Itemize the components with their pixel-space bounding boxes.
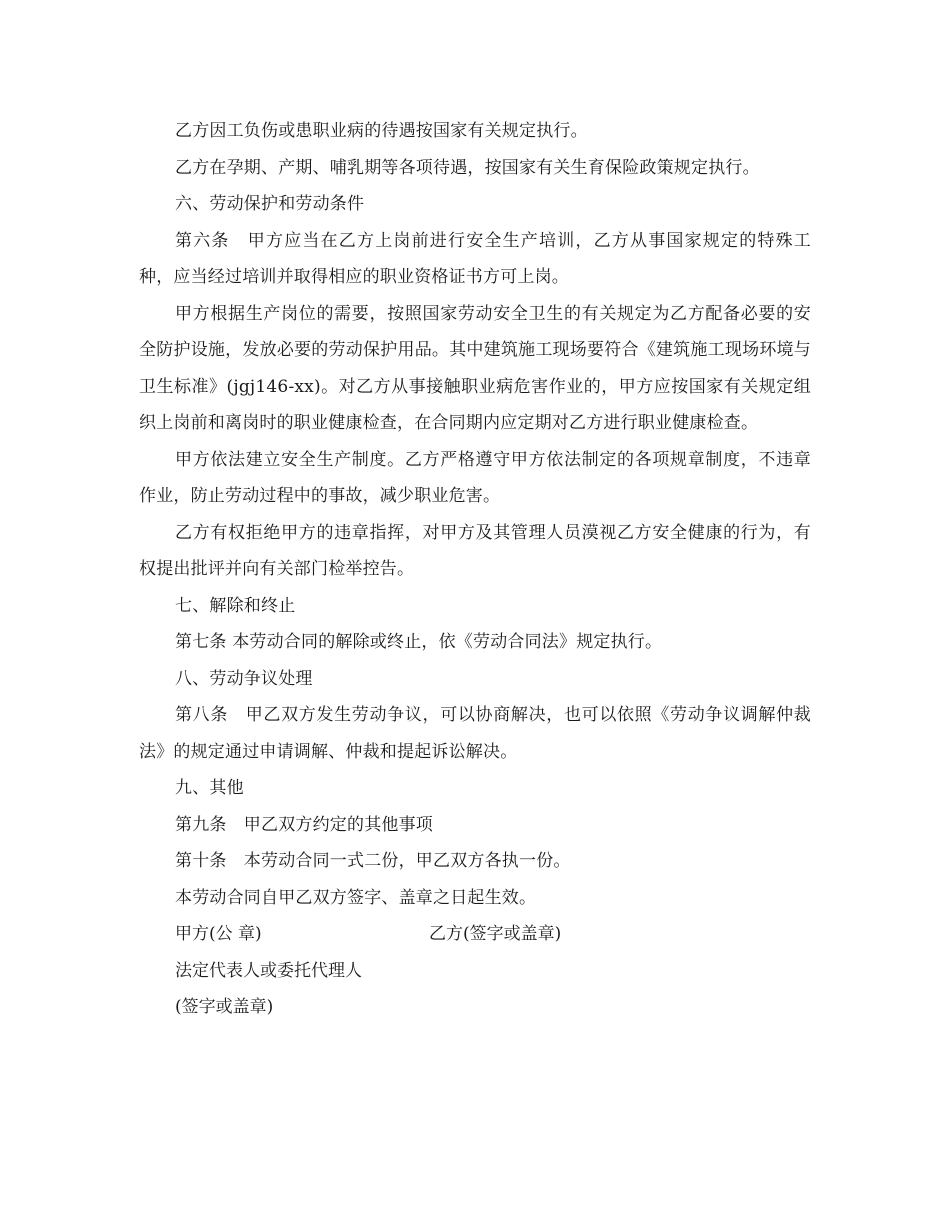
paragraph-effective: 本劳动合同自甲乙双方签字、盖章之日起生效。 — [175, 887, 537, 908]
paragraph-safety-system: 甲方依法建立安全生产制度。乙方严格遵守甲方依法制定的各项规章制度，不违章作业，防止劳动过程中的事故，减少职业危害。 — [139, 449, 811, 506]
document-body — [139, 113, 811, 1026]
section-heading-termination: 七、解除和终止 — [175, 595, 296, 616]
section-heading-dispute: 八、劳动争议处理 — [175, 668, 313, 689]
party-a-seal-label: 甲方(公 章) — [175, 924, 262, 944]
section-heading-other: 九、其他 — [175, 778, 244, 798]
signature-row — [139, 916, 811, 953]
section-heading-labor-protection: 六、劳动保护和劳动条件 — [175, 194, 365, 214]
article-8: 第八条 甲乙双方发生劳动争议，可以协商解决，也可以依照《劳动争议调解仲裁法》的规定通过申请调解、仲裁和提起诉讼解决。 — [139, 705, 811, 762]
representative-row — [139, 953, 811, 990]
sign-or-seal-label: (签字或盖章) — [175, 997, 274, 1017]
paragraph-safety-equipment: 甲方根据生产岗位的需要，按照国家劳动安全卫生的有关规定为乙方配备必要的安全防护设施，发放必要的劳动保护用品。其中建筑施工现场要符合《建筑施工现场环境与卫生标准》(jgj146-xx)。对乙方从事接触职业病危害作业的，甲方应按国家有关规定组织上岗前和离岗时的职业健康检查，在合同期内应定期对乙方进行职业健康检查。 — [139, 303, 811, 433]
article-9: 第九条 甲乙双方约定的其他事项 — [175, 814, 433, 835]
paragraph-injury-treatment: 乙方因工负伤或患职业病的待遇按国家有关规定执行。 — [175, 121, 588, 141]
representative-label: 法定代表人或委托代理人 — [175, 960, 362, 981]
article-10: 第十条 本劳动合同一式二份，甲乙双方各执一份。 — [175, 851, 571, 871]
paragraph-maternity-treatment: 乙方在孕期、产期、哺乳期等各项待遇，按国家有关生育保险政策规定执行。 — [175, 157, 760, 178]
article-6: 第六条 甲方应当在乙方上岗前进行安全生产培训，乙方从事国家规定的特殊工种，应当经过培训并取得相应的职业资格证书方可上岗。 — [139, 230, 811, 287]
sign-or-seal-row — [139, 989, 811, 1026]
party-b-sign-label: 乙方(签字或盖章) — [429, 924, 562, 944]
article-7: 第七条 本劳动合同的解除或终止，依《劳动合同法》规定执行。 — [175, 632, 663, 652]
paragraph-right-to-refuse: 乙方有权拒绝甲方的违章指挥，对甲方及其管理人员漠视乙方安全健康的行为，有权提出批评并向有关部门检举控告。 — [139, 522, 811, 579]
